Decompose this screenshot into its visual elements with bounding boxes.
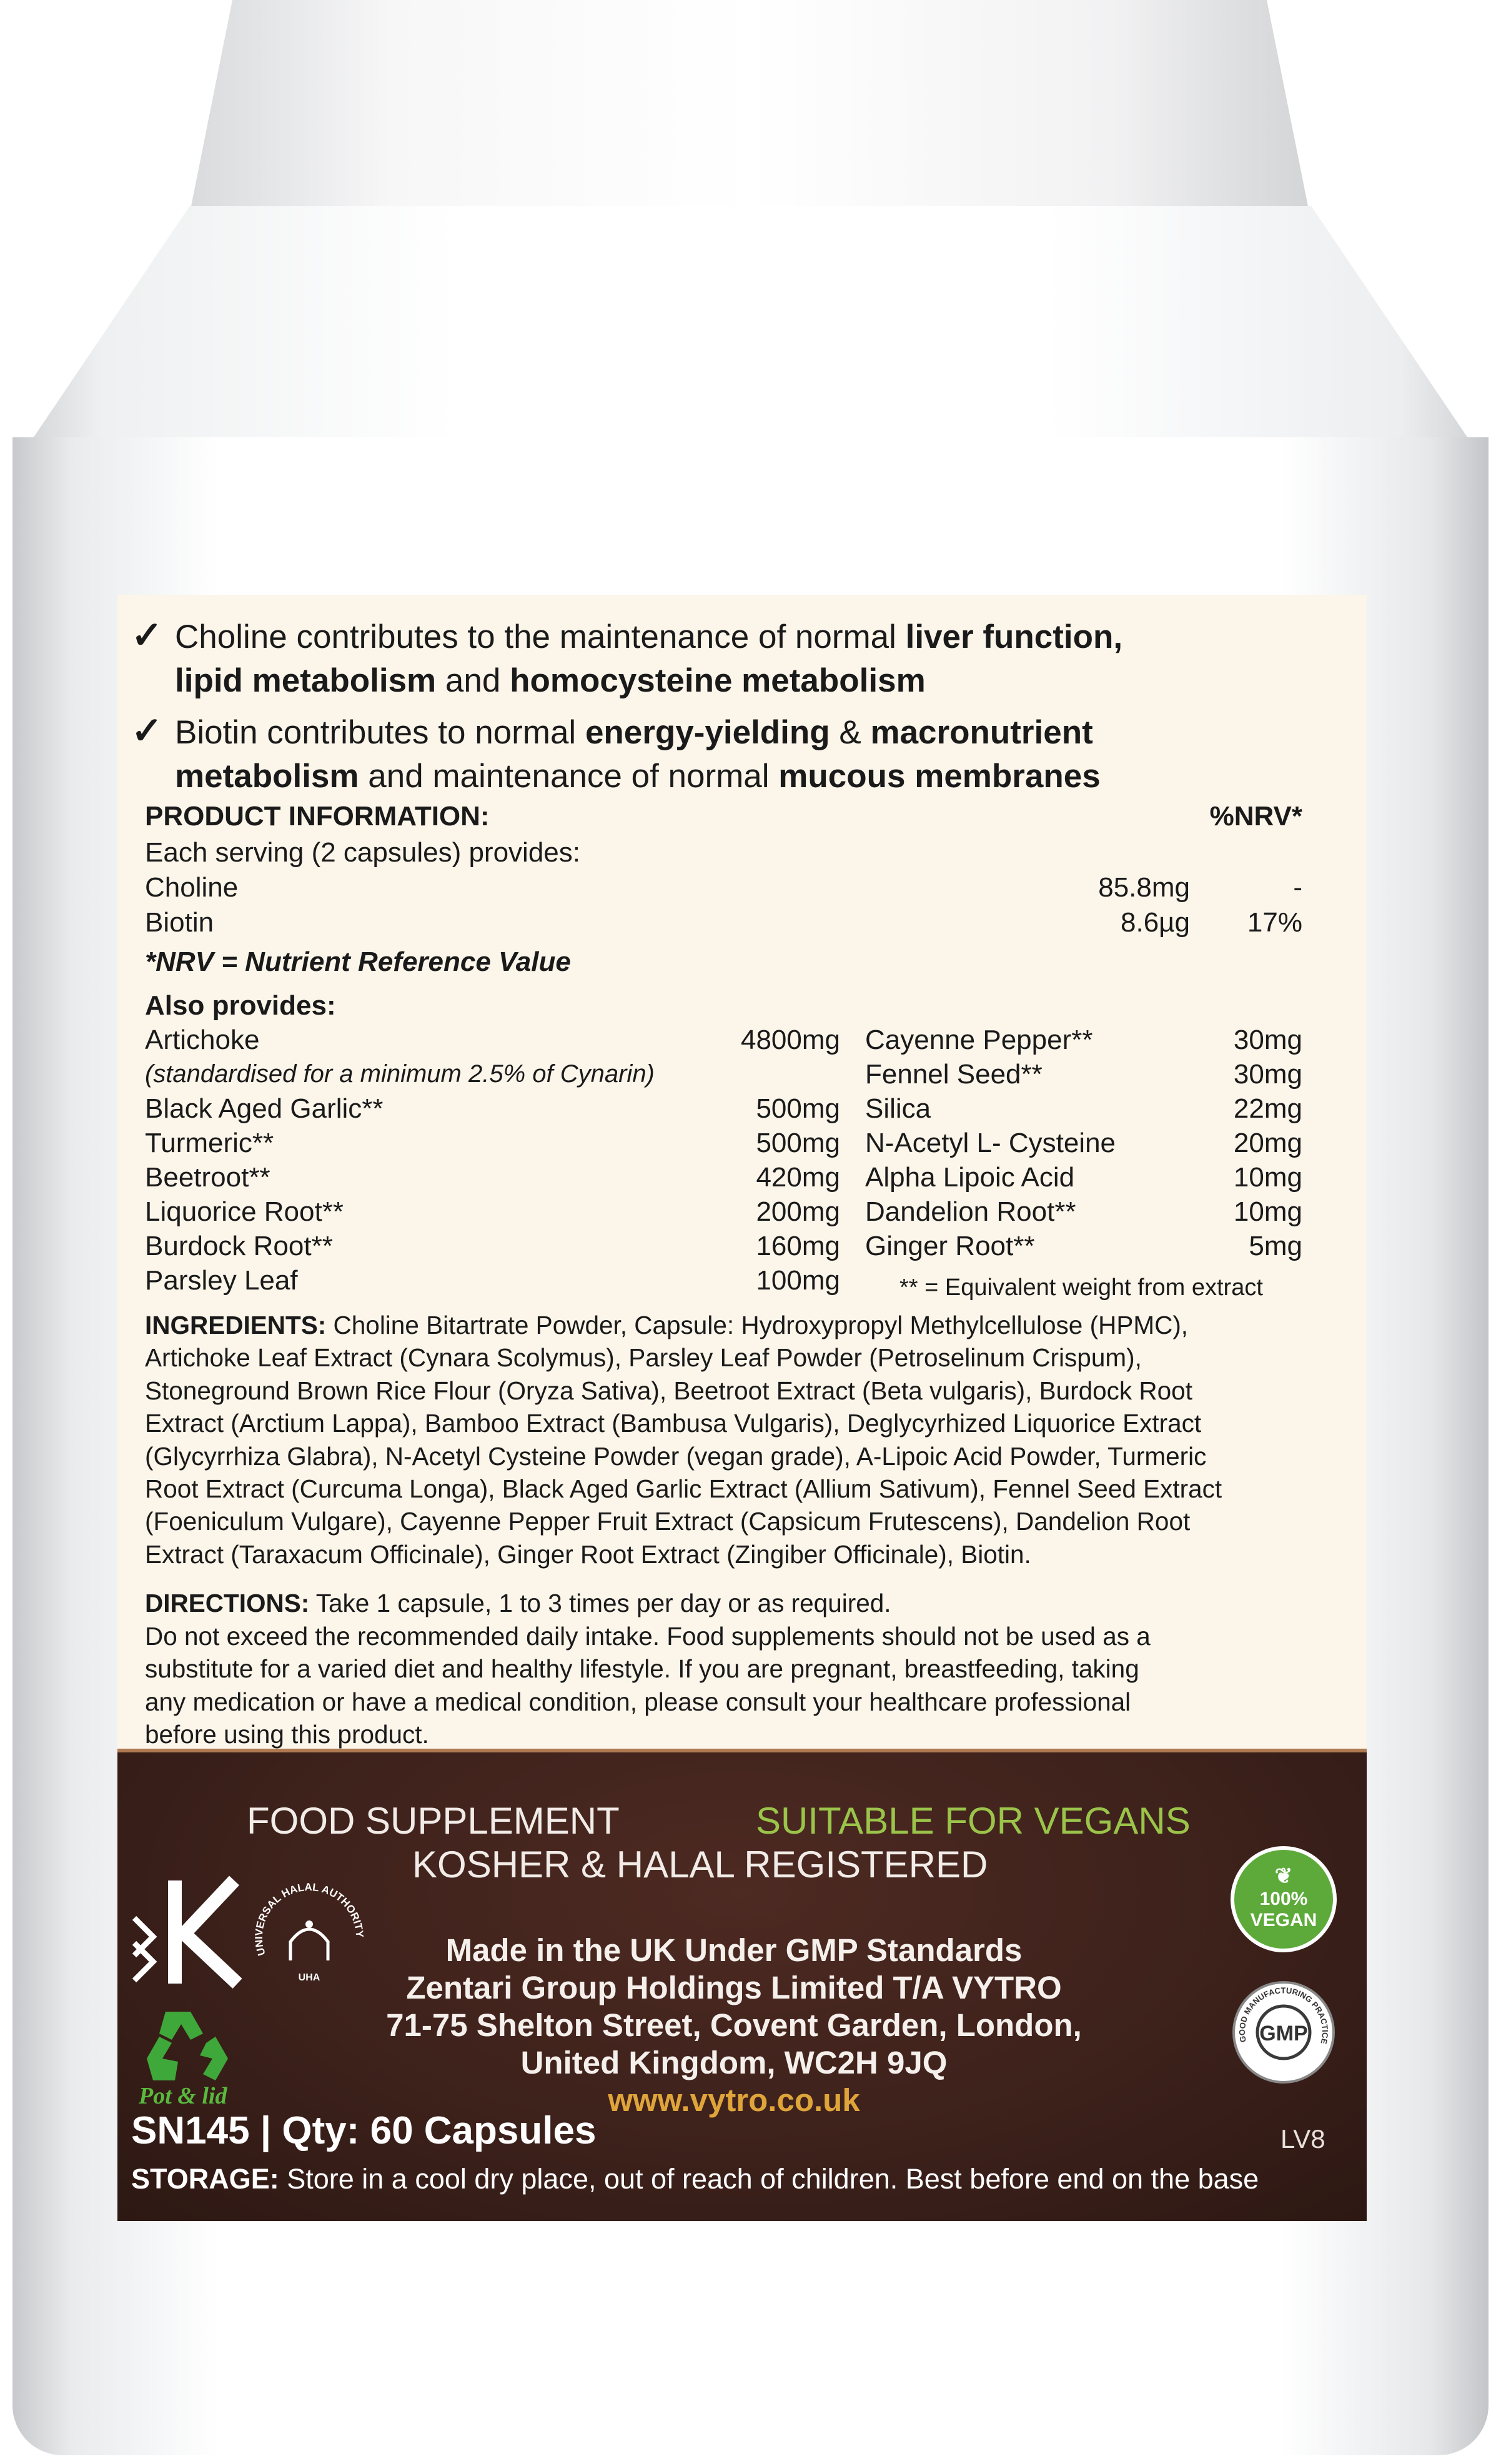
food-supplement-text: FOOD SUPPLEMENT	[247, 1800, 620, 1842]
serving-text: Each serving (2 capsules) provides:	[145, 837, 580, 868]
kosher-logo	[128, 1868, 247, 1993]
bottle-cap	[187, 0, 1312, 225]
extract-amount: 22mg	[1233, 1093, 1302, 1124]
extract-name: N-Acetyl L- Cysteine	[865, 1128, 1116, 1158]
svg-text:UHA: UHA	[298, 1972, 320, 1983]
extract-name: Dandelion Root**	[865, 1196, 1076, 1227]
nutrient-nrv: 17%	[1247, 907, 1302, 938]
checkmark-icon: ✓	[131, 710, 163, 752]
gmp-badge	[1231, 1979, 1337, 2085]
label-version: LV8	[1281, 2124, 1325, 2154]
product-code-qty: SN145 | Qty: 60 Capsules	[131, 2109, 597, 2152]
product-info-heading: PRODUCT INFORMATION:	[145, 801, 490, 832]
website-link[interactable]: www.vytro.co.uk	[608, 2082, 860, 2118]
extract-amount: 500mg	[756, 1093, 840, 1124]
svg-text:GOOD MANUFACTURING PRACTICE: GOOD MANUFACTURING PRACTICE	[1237, 1985, 1330, 2045]
also-provides-heading: Also provides:	[145, 990, 336, 1021]
svg-text:GMP: GMP	[1259, 2022, 1308, 2045]
extract-amount: 500mg	[756, 1128, 840, 1158]
manufacturer-line: 71-75 Shelton Street, Covent Garden, London,	[386, 2007, 1082, 2043]
nrv-note: *NRV = Nutrient Reference Value	[145, 946, 571, 977]
extract-footnote: ** = Equivalent weight from extract	[899, 1274, 1263, 1301]
benefit-choline: ✓ Choline contributes to the maintenance of normal liver function, lipid metabolism and homocysteine metabolism	[131, 614, 1123, 699]
bottle-shoulder	[12, 206, 1489, 469]
extract-amount: 20mg	[1233, 1128, 1302, 1158]
ingredients-block: INGREDIENTS: Choline Bitartrate Powder, Capsule: Hydroxypropyl Methylcellulose (HPMC), Artichoke Leaf Extract (Cynara Scolymus), Parsley Leaf Powder (Petroselinum Crispum), Stoneground Brown Rice Flour (Oryza Sativa), Beetroot Extract (Beta vulgaris), Burdock Root Extract (Arctium Lappa), Bamboo Extract (Bambusa Vulgaris), Deglycyrhized Liquorice Extract (Glycyrrhiza Glabra), N-Acetyl Cysteine Powder (vegan grade), A-Lipoic Acid Powder, Turmeric Root Extract (Curcuma Longa), Black Aged Garlic Extract (Allium Sativum), Fennel Seed Extract (Foeniculum Vulgare), Cayenne Pepper Fruit Extract (Capsicum Frutescens), Dandelion Root Extract (Taraxacum Officinale), Ginger Root Extract (Zingiber Officinale), Biotin.	[145, 1311, 1222, 1569]
extract-name: Fennel Seed**	[865, 1059, 1043, 1090]
extract-amount: 420mg	[756, 1162, 840, 1193]
nutrient-amount: 85.8mg	[1098, 872, 1190, 903]
extract-name: Turmeric**	[145, 1128, 274, 1158]
checkmark-icon: ✓	[131, 614, 163, 656]
extract-amount: 200mg	[756, 1196, 840, 1227]
extract-amount: 30mg	[1233, 1025, 1302, 1055]
extract-name: Silica	[865, 1093, 931, 1124]
benefit-biotin: ✓ Biotin contributes to normal energy-yielding & macronutrient metabolism and maintenance of normal mucous membranes	[131, 710, 1101, 795]
extract-amount: 30mg	[1233, 1059, 1302, 1090]
extract-amount: 10mg	[1233, 1162, 1302, 1193]
leaf-icon: ❦	[1274, 1864, 1293, 1888]
extract-name: Alpha Lipoic Acid	[865, 1162, 1075, 1193]
nutrient-name: Biotin	[145, 907, 214, 938]
kosher-halal-text: KOSHER & HALAL REGISTERED	[412, 1844, 988, 1885]
nutrient-name: Choline	[145, 872, 239, 903]
vegan-suitability-text: SUITABLE FOR VEGANS	[756, 1800, 1191, 1842]
extract-amount: 160mg	[756, 1231, 840, 1261]
manufacturer-line: Zentari Group Holdings Limited T/A VYTRO	[406, 1970, 1062, 2005]
extract-name: Parsley Leaf	[145, 1265, 298, 1296]
extract-amount: 4800mg	[740, 1025, 840, 1055]
nutrient-amount: 8.6µg	[1121, 907, 1190, 938]
svg-text:UNIVERSAL HALAL AUTHORITY: UNIVERSAL HALAL AUTHORITY	[252, 1880, 366, 1957]
manufacturer-line: United Kingdom, WC2H 9JQ	[520, 2045, 948, 2080]
extract-name: Beetroot**	[145, 1162, 270, 1193]
extract-name: Liquorice Root**	[145, 1196, 344, 1227]
extract-name: Artichoke	[145, 1025, 260, 1055]
extract-amount: 100mg	[756, 1265, 840, 1296]
extract-name: Cayenne Pepper**	[865, 1025, 1093, 1055]
extract-name: Ginger Root**	[865, 1231, 1035, 1261]
extract-amount: 5mg	[1249, 1231, 1302, 1261]
manufacturer-line: Made in the UK Under GMP Standards	[445, 1932, 1023, 1968]
vegan-badge: ❦ 100% VEGAN	[1231, 1846, 1337, 1952]
nrv-heading: %NRV*	[1209, 801, 1302, 832]
extract-amount: 10mg	[1233, 1196, 1302, 1227]
extract-name: Burdock Root**	[145, 1231, 333, 1261]
recycle-text: Pot & lid	[139, 2083, 227, 2109]
directions-block: DIRECTIONS: Take 1 capsule, 1 to 3 times per day or as required. Do not exceed the recommended daily intake. Food supplements should not be used as a substitute for a varied diet and healthy lifestyle. If you are pregnant, breastfeeding, taking any medication or have a medical condition, please consult your healthcare professional before using this product.	[145, 1589, 1151, 1749]
extract-name: Black Aged Garlic**	[145, 1093, 384, 1124]
storage-text: STORAGE: Store in a cool dry place, out of reach of children. Best before end on the base	[131, 2163, 1259, 2195]
extract-note: (standardised for a minimum 2.5% of Cynarin)	[145, 1060, 655, 1088]
nutrient-nrv: -	[1293, 872, 1302, 903]
